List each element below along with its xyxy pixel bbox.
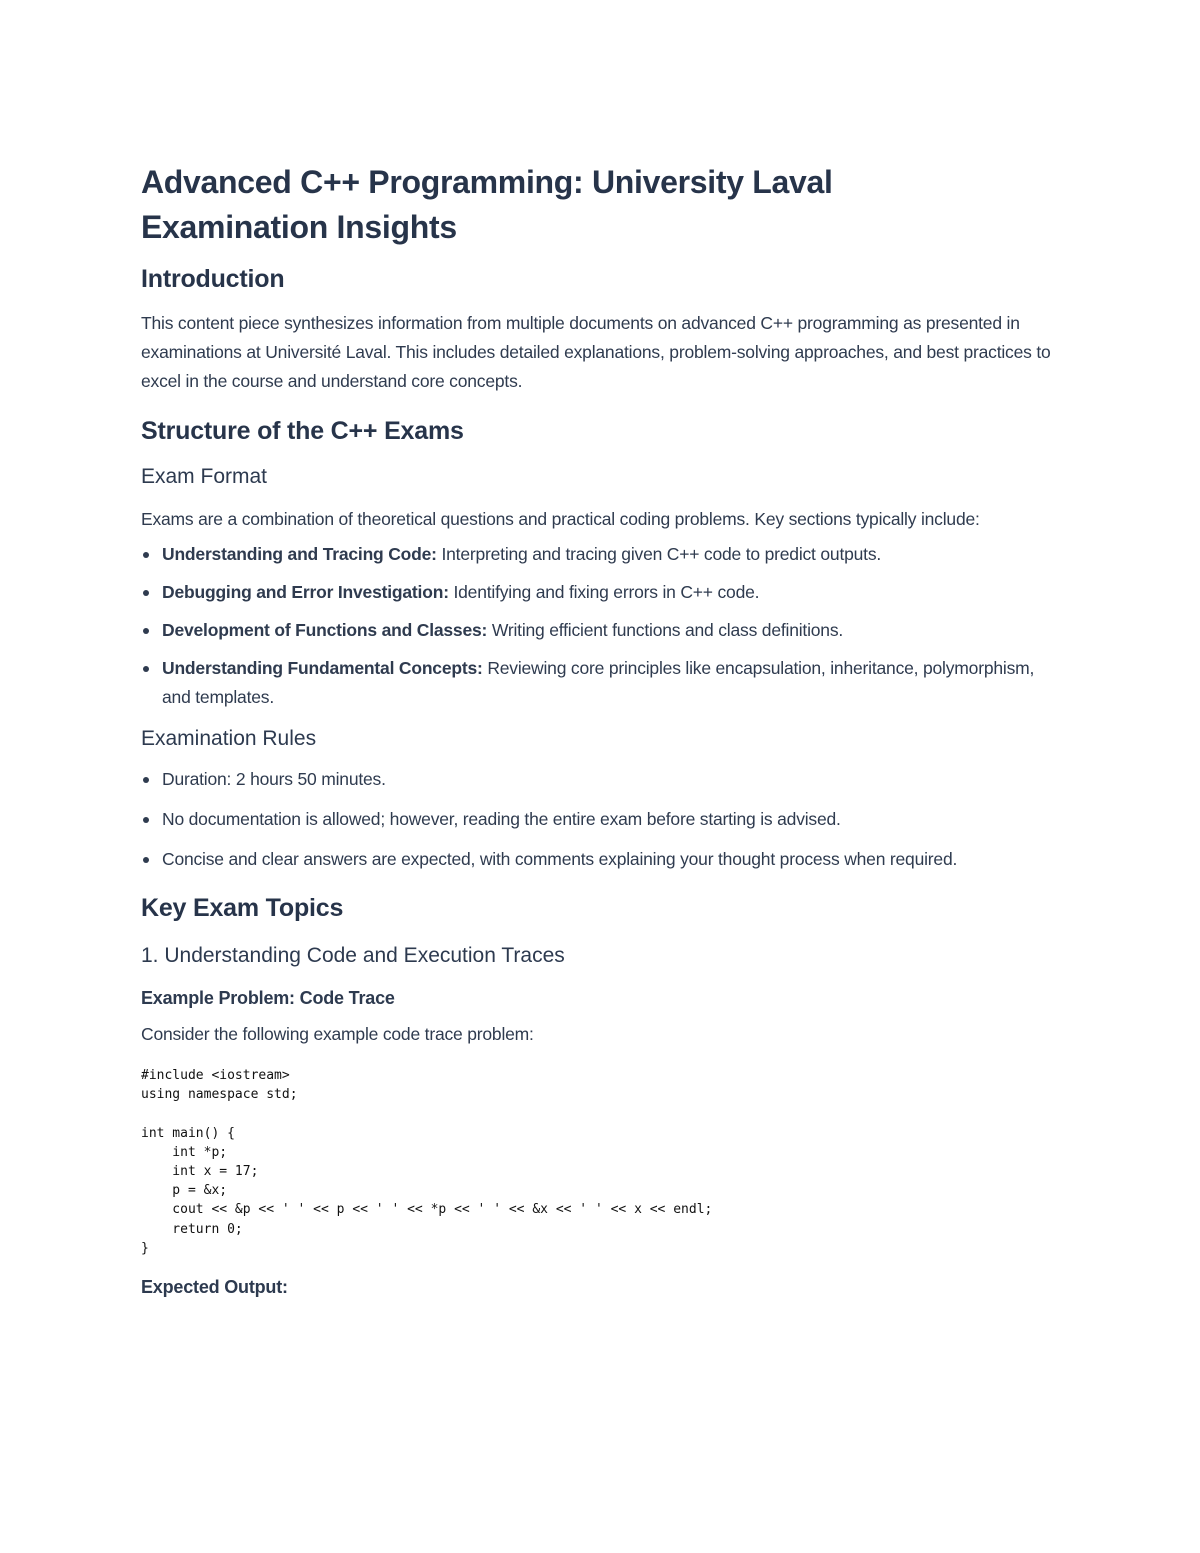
bullet-icon bbox=[143, 590, 149, 596]
document-page bbox=[141, 160, 1056, 1300]
examination-rules-heading: Examination Rules bbox=[141, 727, 317, 750]
list-item-text: Duration: 2 hours 50 minutes. bbox=[162, 769, 386, 789]
list-item bbox=[141, 845, 1056, 874]
bullet-icon bbox=[143, 552, 149, 558]
list-item bbox=[141, 765, 1056, 794]
bullet-icon bbox=[143, 777, 149, 783]
exam-format-text: Exams are a combination of theoretical questions and practical coding problems. Key sections typically include: bbox=[141, 509, 980, 529]
list-item-text: No documentation is allowed; however, reading the entire exam before starting is advised. bbox=[162, 809, 841, 829]
code-block: #include <iostream> using namespace std; int main() { int *p; int x = 17; p = &x; cout << &p << ' ' << p << ' ' << *p << ' ' << &x << ' ' << x << endl; return 0; } bbox=[141, 1068, 713, 1256]
examination-rules-list bbox=[141, 765, 1056, 874]
list-item-term: Debugging and Error Investigation: bbox=[162, 582, 449, 602]
exam-format-heading: Exam Format bbox=[141, 465, 268, 488]
example-lead-text: Consider the following example code trace problem: bbox=[141, 1024, 534, 1044]
list-item bbox=[141, 540, 1056, 569]
page-title: Advanced C++ Programming: University Laval Examination Insights bbox=[141, 164, 833, 245]
bullet-icon bbox=[143, 857, 149, 863]
list-item bbox=[141, 616, 1056, 645]
list-item-term: Understanding and Tracing Code: bbox=[162, 544, 437, 564]
list-item-text: Concise and clear answers are expected, with comments explaining your thought process when required. bbox=[162, 849, 958, 869]
bullet-icon bbox=[143, 628, 149, 634]
list-item-desc: Interpreting and tracing given C++ code to predict outputs. bbox=[436, 544, 882, 564]
list-item bbox=[141, 654, 1056, 712]
expected-output-heading: Expected Output: bbox=[141, 1277, 288, 1298]
introduction-text: This content piece synthesizes information from multiple documents on advanced C++ programming as presented in examinations at Université Laval. This includes detailed explanations, problem-solving approaches, and best practices to excel in the course and understand core concepts. bbox=[141, 313, 1051, 391]
structure-heading: Structure of the C++ Exams bbox=[141, 417, 464, 445]
key-exam-topics-heading: Key Exam Topics bbox=[141, 894, 344, 922]
exam-format-list bbox=[141, 540, 1056, 712]
example-problem-heading: Example Problem: Code Trace bbox=[141, 988, 395, 1008]
bullet-icon bbox=[143, 666, 149, 672]
introduction-heading: Introduction bbox=[141, 265, 285, 293]
list-item-desc: Writing efficient functions and class definitions. bbox=[487, 620, 844, 640]
list-item bbox=[141, 805, 1056, 834]
bullet-icon bbox=[143, 817, 149, 823]
topic-1-heading: 1. Understanding Code and Execution Traces bbox=[141, 944, 565, 967]
list-item bbox=[141, 578, 1056, 607]
list-item-term: Development of Functions and Classes: bbox=[162, 620, 488, 640]
list-item-desc: Identifying and fixing errors in C++ code. bbox=[448, 582, 760, 602]
list-item-desc: Reviewing core principles like encapsulation, inheritance, polymorphism, and templates. bbox=[162, 658, 1035, 707]
list-item-term: Understanding Fundamental Concepts: bbox=[162, 658, 483, 678]
